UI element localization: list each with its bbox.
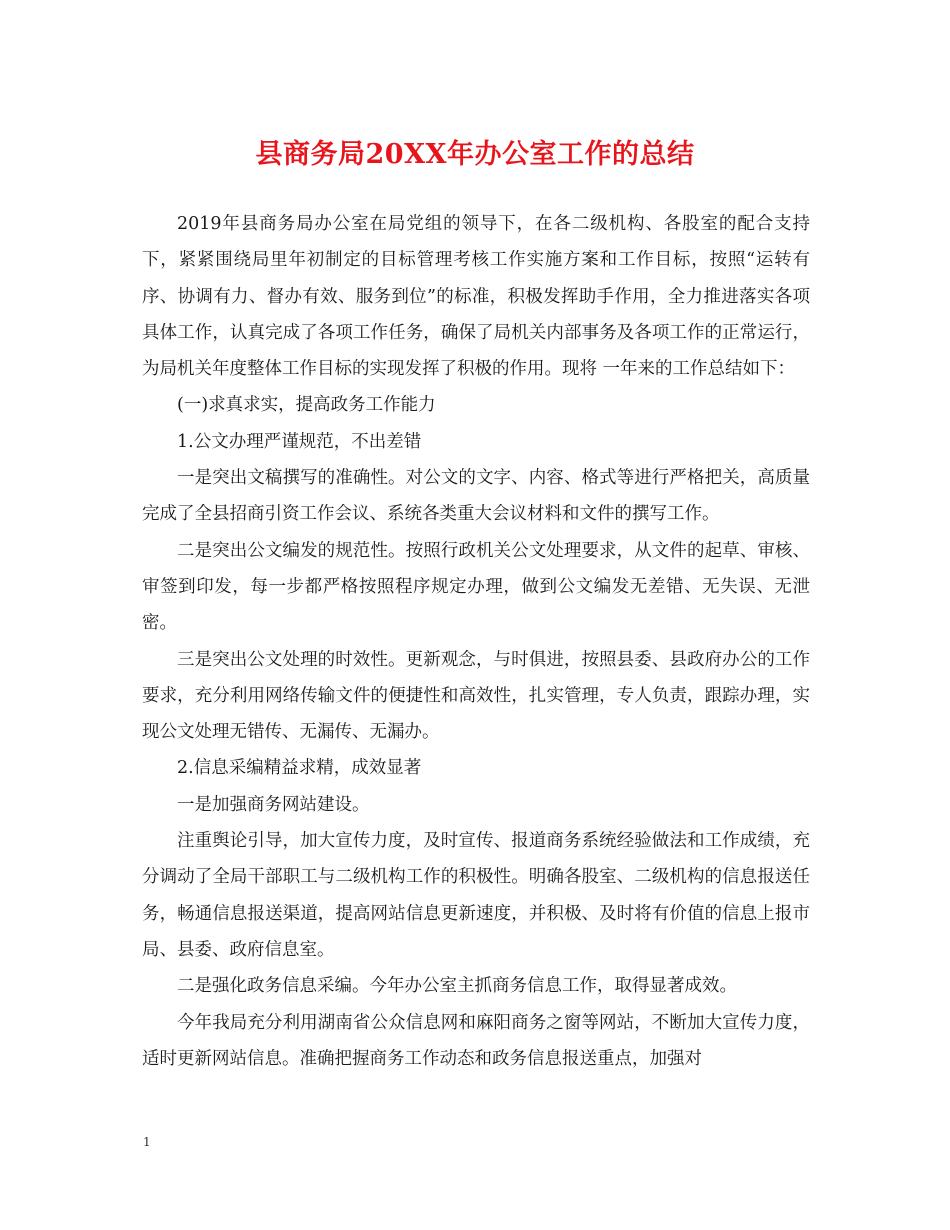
paragraph: 一是加强商务网站建设。 — [177, 794, 370, 815]
paragraph: 2019年县商务局办公室在局党组的领导下，在各二级机构、各股室的配合支持下，紧紧围绕局里年初制定的目标管理考核工作实施方案和工作目标，按照“运转有序、协调有力、督办有效、服务到位”的标准，积极发挥助手作用，全力推进落实各项具体工作，认真完成了各项工作任务，确保了局机关内部事务及各项工作的正常运行，为局机关年度整体工作目标的实现发挥了积极的作用。现将 一年来的工作总结如下： — [142, 214, 810, 380]
subsection-heading: 2.信息采编精益求精，成效显著 — [177, 758, 422, 779]
paragraph: 二是强化政务信息采编。今年办公室主抓商务信息工作，取得显著成效。 — [177, 976, 737, 997]
paragraph: 一是突出文稿撰写的准确性。对公文的文字、内容、格式等进行严格把关，高质量完成了全县招商引资工作会议、系统各类重大会议材料和文件的撰写工作。 — [142, 468, 810, 525]
page-number: 1 — [143, 1135, 151, 1149]
paragraph: 注重舆论引导，加大宣传力度，及时宣传、报道商务系统经验做法和工作成绩，充分调动了全局干部职工与二级机构工作的积极性。明确各股室、二级机构的信息报送任务，畅通信息报送渠道，提高网站信息更新速度，并积极、及时将有价值的信息上报市局、县委、政府信息室。 — [142, 831, 810, 960]
paragraph: 二是突出公文编发的规范性。按照行政机关公文处理要求，从文件的起草、审核、审签到印发，每一步都严格按照程序规定办理，做到公文编发无差错、无失误、无泄密。 — [142, 540, 810, 634]
subsection-heading: 1.公文办理严谨规范，不出差错 — [177, 431, 422, 452]
section-heading: (一)求真求实，提高政务工作能力 — [177, 395, 436, 416]
paragraph: 今年我局充分利用湖南省公众信息网和麻阳商务之窗等网站，不断加大宣传力度，适时更新网站信息。准确把握商务工作动态和政务信息报送重点，加强对 — [142, 1012, 810, 1069]
paragraph: 三是突出公文处理的时效性。更新观念，与时俱进，按照县委、县政府办公的工作要求，充分利用网络传输文件的便捷性和高效性，扎实管理，专人负责，跟踪办理，实现公文处理无错传、无漏传、无漏办。 — [142, 649, 810, 743]
document-title: 县商务局20XX年办公室工作的总结 — [255, 139, 695, 170]
document-body — [142, 206, 810, 1077]
